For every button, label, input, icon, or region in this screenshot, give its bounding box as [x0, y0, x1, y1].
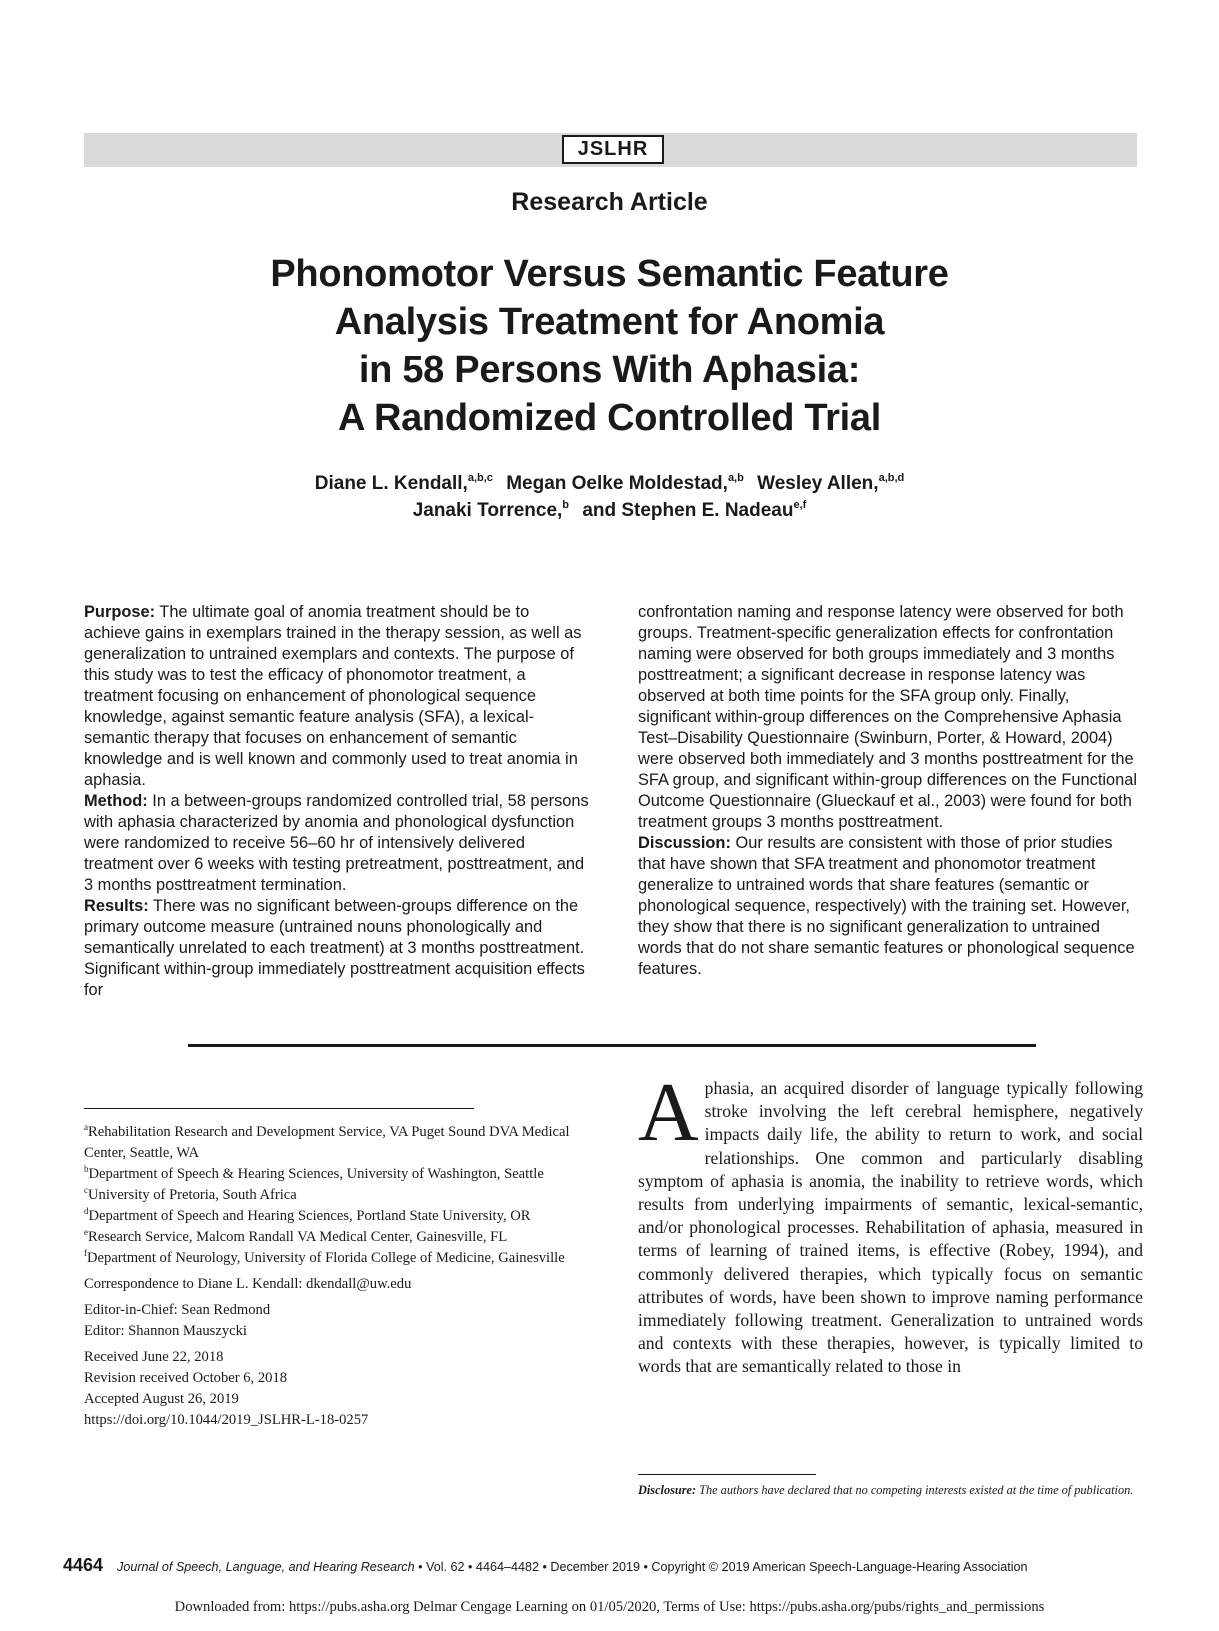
editors: [84, 1300, 594, 1342]
abstract-results-continued: confrontation naming and response latency were observed for both groups. Treatment-specific generalization effects for confrontation naming were observed for both groups immediately and 3 months posttreatment; a significant decrease in response latency was observed at both time points for the SFA group only. Finally, significant within-group differences on the Comprehensive Aphasia Test–Disability Questionnaire (Swinburn, Porter, & Howard, 2004) were observed both immediately and 3 months posttreatment for the SFA group, and significant within-group differences on the Functional Outcome Questionnaire (Glueckauf et al., 2003) were found for both treatment groups 3 months posttreatment.: [638, 603, 1138, 831]
drop-cap: A: [638, 1066, 699, 1159]
page-footer: [63, 1555, 1143, 1576]
disclosure-divider: [638, 1474, 816, 1475]
author-line: [0, 470, 1219, 497]
accepted-date: Accepted August 26, 2019: [84, 1391, 239, 1407]
affiliation: $^a$Rehabilitation Research and Development Service, VA Puget Sound DVA Medical Center, Seattle, WA: [84, 1122, 570, 1161]
footer-details: • Vol. 62 • 4464–4482 • December 2019 • Copyright © 2019 American Speech-Language-Hearing Association: [414, 1560, 1028, 1574]
download-notice: Downloaded from: https://pubs.asha.org Delmar Cengage Learning on 01/05/2020, Terms of Use: https://pubs.asha.org/pubs/rights_and_permissions: [174, 1599, 1045, 1615]
footnote-divider: [84, 1108, 474, 1109]
title-line: Analysis Treatment for Anomia: [334, 301, 885, 343]
author-line: [0, 497, 1219, 524]
abstract-right-column: [638, 602, 1143, 980]
body-paragraph: phasia, an acquired disorder of language typically following stroke involving the left cerebral hemisphere, negatively impacts daily life, the ability to return to work, and social relationships. One common and particularly disabling symptom of aphasia is anomia, the inability to retrieve words, which results from underlying impairments of semantic, lexical-semantic, and/or phonological processes. Rehabilitation of aphasia, measured in terms of learning of trained items, is effective (Robey, 1994), and commonly delivered therapies, which typically focus on semantic attributes of words, have been shown to improve naming performance immediately following treatment. Generalization to untrained words and contexts with these therapies, however, is typically limited to words that are semantically related to those in: [638, 1078, 1143, 1377]
author: Megan Oelke Moldestad,$^{a,b}$: [506, 472, 744, 494]
affiliation: $^b$Department of Speech & Hearing Sciences, University of Washington, Seattle: [84, 1164, 544, 1182]
affiliation: $^c$University of Pretoria, South Africa: [84, 1185, 297, 1203]
article-type: Research Article: [511, 188, 708, 216]
abstract-left-column: [84, 602, 589, 1001]
editor-in-chief: Editor-in-Chief: Sean Redmond: [84, 1302, 271, 1318]
title-line: in 58 Persons With Aphasia:: [358, 349, 861, 391]
abstract-purpose: Purpose: The ultimate goal of anomia treatment should be to achieve gains in exemplars trained in the therapy session, as well as generalization to untrained exemplars and contexts. The purpose of this study was to test the efficacy of phonomotor treatment, a treatment focusing on enhancement of phonological sequence knowledge, against semantic feature analysis (SFA), a lexical-semantic therapy that focuses on enhancement of semantic knowledge and is well known and commonly used to treat anomia in aphasia.: [84, 603, 582, 789]
author-list: [0, 470, 1219, 524]
footnotes: [84, 1122, 594, 1431]
body-text: [638, 1066, 1143, 1379]
journal-name: Journal of Speech, Language, and Hearing Research: [117, 1560, 415, 1574]
author: Janaki Torrence,$^b$: [412, 499, 570, 521]
disclosure: Disclosure: The authors have declared that no competing interests existed at the time of publication.: [638, 1483, 1134, 1497]
abstract-method: Method: In a between-groups randomized controlled trial, 58 persons with aphasia characterized by anomia and phonological dysfunction were randomized to receive 56–60 hr of intensively delivered treatment over 6 weeks with testing pretreatment, posttreatment, and 3 months posttreatment termination.: [84, 792, 589, 894]
author: Wesley Allen,$^{a,b,d}$: [757, 472, 905, 494]
title-line: A Randomized Controlled Trial: [337, 397, 882, 439]
page-number: 4464: [63, 1555, 104, 1575]
dates: [84, 1347, 594, 1431]
doi-link[interactable]: https://doi.org/10.1044/2019_JSLHR-L-18-0257: [84, 1412, 369, 1428]
abstract-divider: [188, 1044, 1036, 1047]
affiliation: $^f$Department of Neurology, University of Florida College of Medicine, Gainesville: [84, 1248, 565, 1266]
correspondence: Correspondence to Diane L. Kendall: dkendall@uw.edu: [84, 1276, 412, 1292]
author: Diane L. Kendall,$^{a,b,c}$: [314, 472, 493, 494]
abstract-results: Results: There was no significant between-groups difference on the primary outcome measure (untrained nouns phonologically and semantically unrelated to each treatment) at 3 months posttreatment. Significant within-group immediately posttreatment acquisition effects for: [84, 897, 585, 999]
affiliation: $^e$Research Service, Malcom Randall VA Medical Center, Gainesville, FL: [84, 1227, 508, 1245]
title-line: Phonomotor Versus Semantic Feature: [270, 253, 949, 295]
affiliation: $^d$Department of Speech and Hearing Sciences, Portland State University, OR: [84, 1206, 531, 1224]
journal-badge: JSLHR: [562, 135, 664, 164]
author: and Stephen E. Nadeau$^{e,f}$: [582, 499, 807, 521]
revision-date: Revision received October 6, 2018: [84, 1370, 288, 1386]
editor: Editor: Shannon Mauszycki: [84, 1323, 247, 1339]
abstract-discussion: Discussion: Our results are consistent with those of prior studies that have shown that SFA treatment and phonomotor treatment generalize to untrained words that share features (semantic or phonological sequence, respectively) with the training set. However, they show that there is no significant generalization to untrained words that do not share semantic features or phonological sequence features.: [638, 834, 1135, 978]
article-title: [0, 250, 1219, 442]
received-date: Received June 22, 2018: [84, 1349, 224, 1365]
